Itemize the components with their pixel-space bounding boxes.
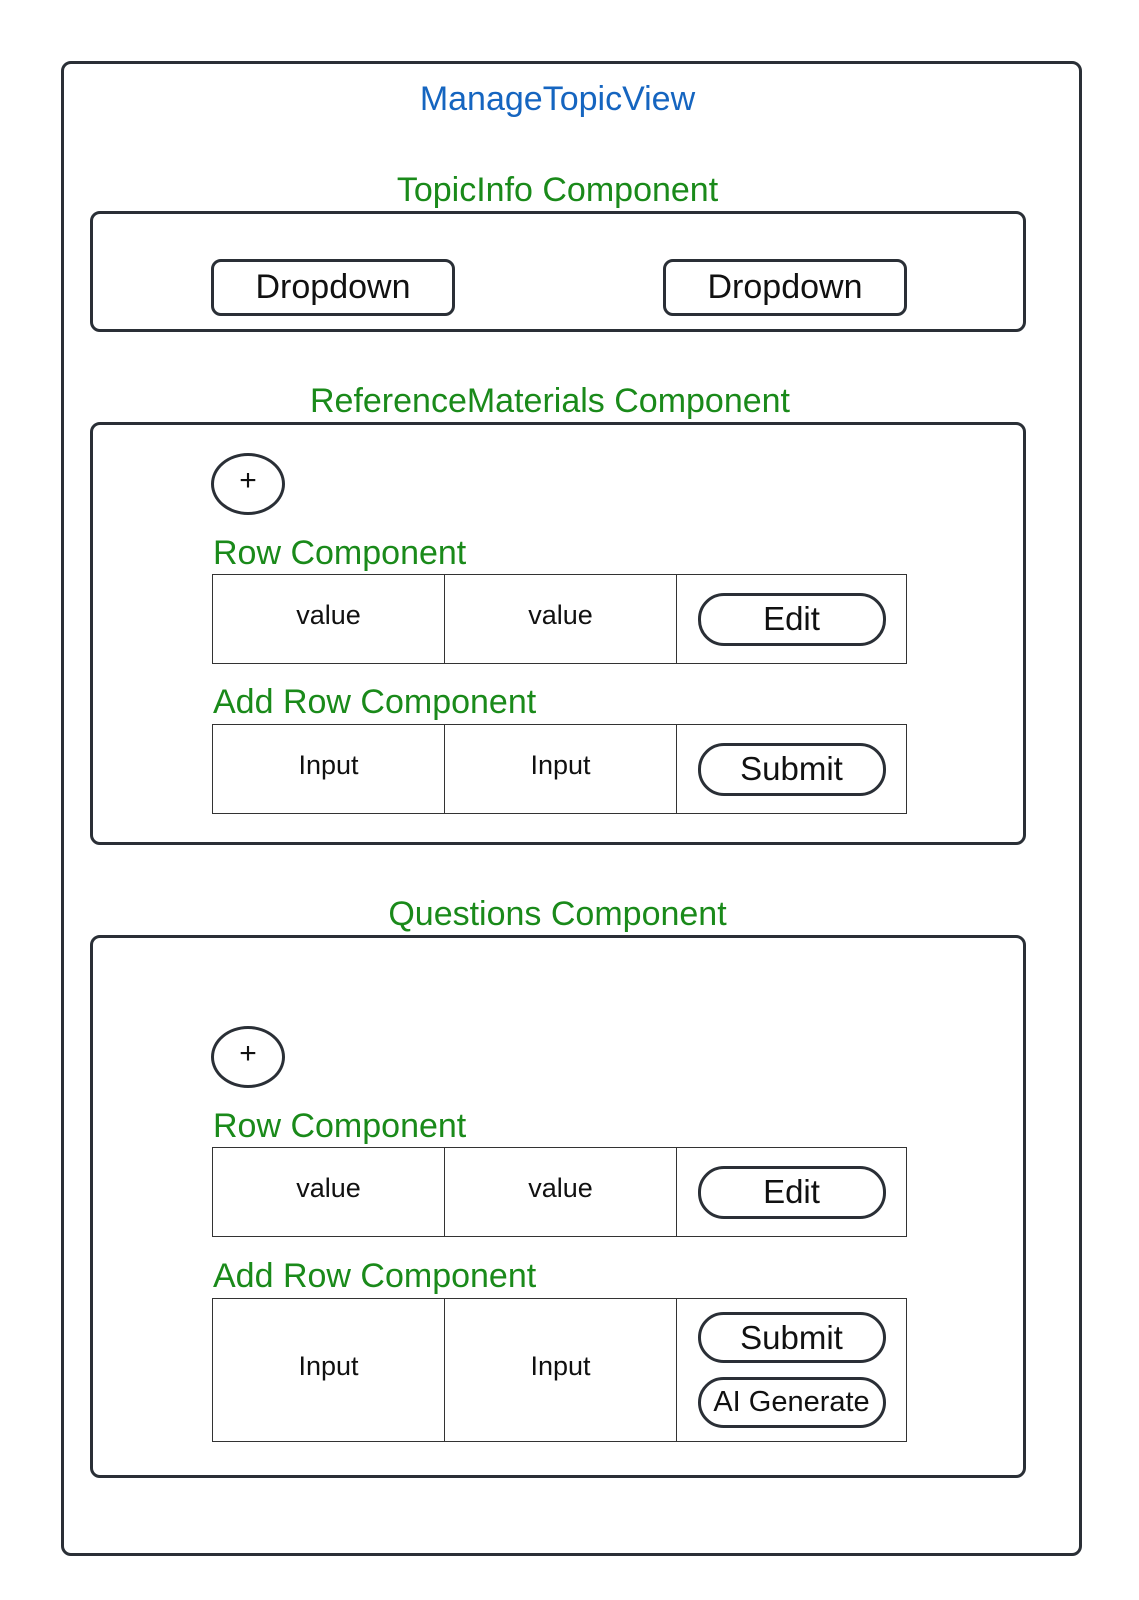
reference-row-cell — [445, 575, 677, 663]
input-field[interactable]: Input — [530, 1350, 591, 1381]
reference-input-cell[interactable] — [213, 725, 445, 813]
question-row — [212, 1147, 907, 1237]
reference-input-cell[interactable] — [445, 725, 677, 813]
add-question-button[interactable] — [211, 1026, 285, 1088]
reference-materials-component — [90, 422, 1026, 845]
reference-add-row — [212, 724, 907, 814]
question-row-actions — [677, 1148, 906, 1236]
row-value: value — [296, 599, 361, 630]
question-add-row — [212, 1298, 907, 1442]
submit-button[interactable]: Submit — [698, 743, 886, 796]
reference-materials-label: ReferenceMaterials Component — [309, 382, 791, 420]
ai-generate-button[interactable]: AI Generate — [698, 1377, 886, 1428]
view-title: ManageTopicView — [419, 80, 696, 118]
question-row-cell — [445, 1148, 677, 1236]
questions-label: Questions Component — [388, 895, 727, 933]
reference-row-actions — [677, 575, 906, 663]
question-input-cell[interactable] — [445, 1299, 677, 1441]
topic-dropdown-1[interactable]: Dropdown — [211, 259, 455, 316]
submit-button[interactable]: Submit — [698, 1312, 886, 1363]
input-field[interactable]: Input — [298, 749, 359, 780]
input-field[interactable]: Input — [298, 1350, 359, 1381]
question-add-row-label: Add Row Component — [213, 1257, 537, 1295]
edit-button[interactable]: Edit — [698, 593, 886, 646]
add-reference-button[interactable] — [211, 453, 285, 515]
reference-row-label: Row Component — [213, 534, 467, 572]
topic-info-component — [90, 211, 1026, 332]
topic-dropdown-2[interactable]: Dropdown — [663, 259, 907, 316]
row-value: value — [528, 1172, 593, 1203]
question-row-cell — [213, 1148, 445, 1236]
reference-row-cell — [213, 575, 445, 663]
question-input-cell[interactable] — [213, 1299, 445, 1441]
question-row-label: Row Component — [213, 1107, 467, 1145]
questions-component — [90, 935, 1026, 1478]
plus-icon: + — [239, 464, 257, 497]
input-field[interactable]: Input — [530, 749, 591, 780]
plus-icon: + — [239, 1037, 257, 1070]
question-add-row-actions — [677, 1299, 906, 1441]
row-value: value — [528, 599, 593, 630]
row-value: value — [296, 1172, 361, 1203]
reference-row — [212, 574, 907, 664]
topic-info-label: TopicInfo Component — [396, 171, 719, 209]
reference-add-row-label: Add Row Component — [213, 683, 537, 721]
edit-button[interactable]: Edit — [698, 1166, 886, 1219]
reference-add-row-actions — [677, 725, 906, 813]
